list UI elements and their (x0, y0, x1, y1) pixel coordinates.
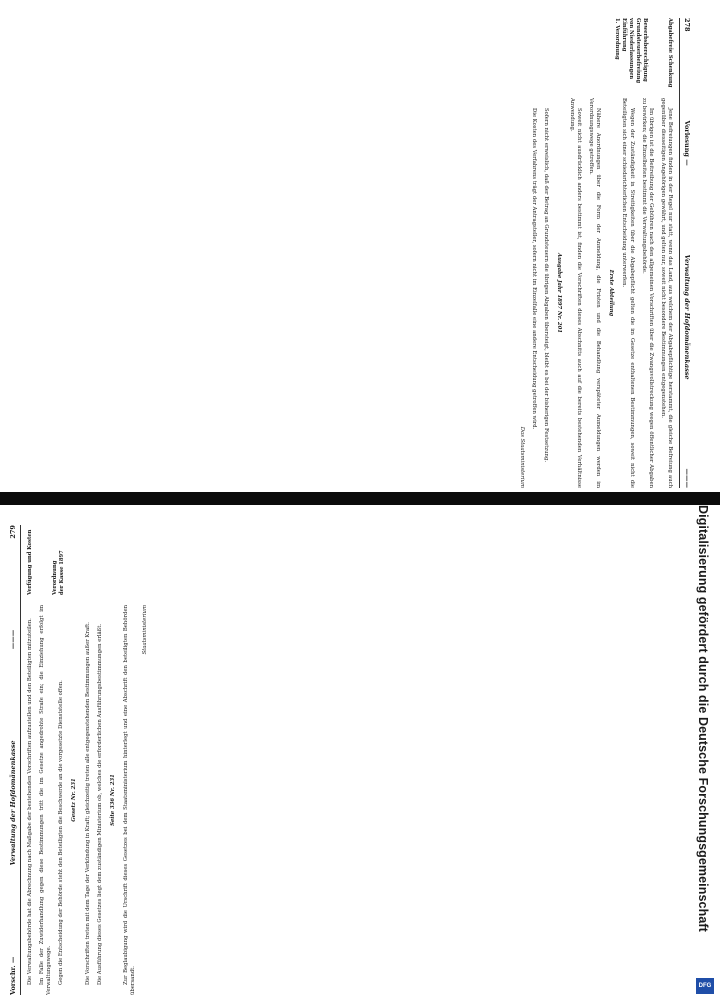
top-page-area (0, 0, 720, 490)
paragraph: Im Falle der Zuwiderhandlung gegen diese Bestimmungen tritt die im Gesetze angedrohte Strafe ein; die Einziehung erfolgt im Verwaltungswege. (39, 605, 53, 995)
bottom-page-area (0, 505, 720, 995)
body-text (518, 98, 673, 488)
body-text (27, 605, 149, 995)
paragraph: Die Ausführung dieses Gesetzes liegt dem zuständigen Ministerium ob, welches die erforderlichen Ausführungsbestimmungen erläßt. (96, 623, 103, 985)
running-title: Verwaltung der Hofdomänenkasse (683, 254, 691, 380)
header-left: Vorlesung — (683, 120, 691, 166)
margin-note: Grundsteuerbefreiung (634, 18, 641, 84)
paragraph: Nähere Anordnungen über die Form der Anmeldung, die Fristen und die Behandlung verspäteter Anmeldungen werden im Verordnungswege getroffen. (588, 98, 602, 488)
dfg-logo-icon: DFG (696, 978, 714, 994)
paragraph: Im übrigen ist die Beitreibung der Gebühren nach den allgemeinen Vorschriften über die Zwangsvollstreckung wegen öffentlicher Abgaben zu bewirken; die Einzelheiten bestimmt die Verwaltungsbehörde. (640, 98, 654, 488)
subsection-title: Ausgabe Jahr 1897 Nr. 201 (555, 253, 562, 333)
margin-title: Abgabefreie Schenkung (666, 18, 673, 88)
margin-note: Verordnung (52, 560, 59, 595)
top-page (10, 18, 690, 488)
header-left: Vorschr. — (9, 956, 17, 995)
paragraph: Die Verwaltungsbehörde hat die Abrechnung nach Maßgabe der bestehenden Vorschriften aufzustellen und den Beteiligten mitzuteilen. (27, 618, 34, 985)
subsection-title: Seite 336 Nr. 231 (109, 774, 116, 826)
scan-divider (0, 492, 720, 505)
signature: Staatsministerium (142, 605, 149, 655)
margin-note: Bewerbsberechtigung (641, 18, 648, 82)
funding-sidebar (686, 505, 712, 995)
bottom-page (10, 525, 690, 995)
paragraph: Jene Befreiungen finden in der Regel nur statt, wenn das Land, aus welchem der Abgabepflichtige herstammt, die gleiche Befreiung auch gegenüber diesseitigen Angehörigen gewährt, und gelten nur, soweit nicht besondere Bestimmungen entgegenstehen. (659, 98, 673, 488)
running-title: Verwaltung der Hofdomänenkasse (9, 740, 17, 866)
paragraph: Soweit nicht ausdrücklich anders bestimmt ist, finden die Vorschriften dieses Abschnitts auch auf die bereits bestehenden Verhältnisse Anwendung. (568, 98, 583, 488)
margin-note: 1. Verordnung (613, 18, 620, 60)
page-header (10, 525, 21, 995)
paragraph: Sofern nicht erweislich, daß der Betrag an Grundsteuern die übrigen Abgaben übersteigt, bleibt es bei der bisherigen Festsetzung. (542, 108, 549, 463)
margin-note: von Niederlassungen (627, 18, 634, 80)
paragraph: Die Vorschriften treten mit dem Tage der Verkündung in Kraft; gleichzeitig treten alle entgegenstehenden Bestimmungen außer Kraft. (84, 622, 91, 985)
margin-column (518, 18, 673, 88)
margin-note: Einführung (620, 18, 627, 52)
header-right: ——— (9, 629, 17, 650)
funding-notice: Digitalisierung gefördert durch die Deutsche Forschungsgemeinschaft (696, 505, 710, 932)
page-number: 279 (9, 525, 17, 539)
paragraph: Wegen der Zuständigkeit in Streitigkeiten über die Abgabepflicht gelten die im Gesetze enthaltenen Bestimmungen, soweit nicht die Beteiligten sich einer schiedsrichterlichen Entscheidung unterwerfen. (621, 98, 635, 488)
page-number: 278 (683, 18, 691, 32)
margin-note: der Kasse 1897 (59, 550, 66, 595)
header-right: ——— (683, 468, 691, 488)
paragraph: Die Kosten des Verfahrens trägt der Antragsteller, sofern nicht im Einzelfalle eine andere Entscheidung getroffen wird. (530, 108, 537, 430)
margin-column (27, 525, 149, 595)
paragraph: Zur Beglaubigung wird die Urschrift dieses Gesetzes bei dem Staatsministerium hinterlegt und eine Abschrift den beteiligten Behörden übersandt. (122, 605, 136, 995)
margin-title: Verfügung und Kosten (27, 529, 34, 595)
paragraph: Gegen die Entscheidung der Behörde steht den Beteiligten die Beschwerde an die vorgesetzte Dienststelle offen. (58, 680, 65, 985)
page-header (679, 18, 690, 488)
section-title: Erste Abteilung (608, 269, 615, 317)
subsection-title: Gesetz Nr. 231 (71, 778, 78, 822)
signature: Das Staatsministerium (518, 426, 525, 488)
